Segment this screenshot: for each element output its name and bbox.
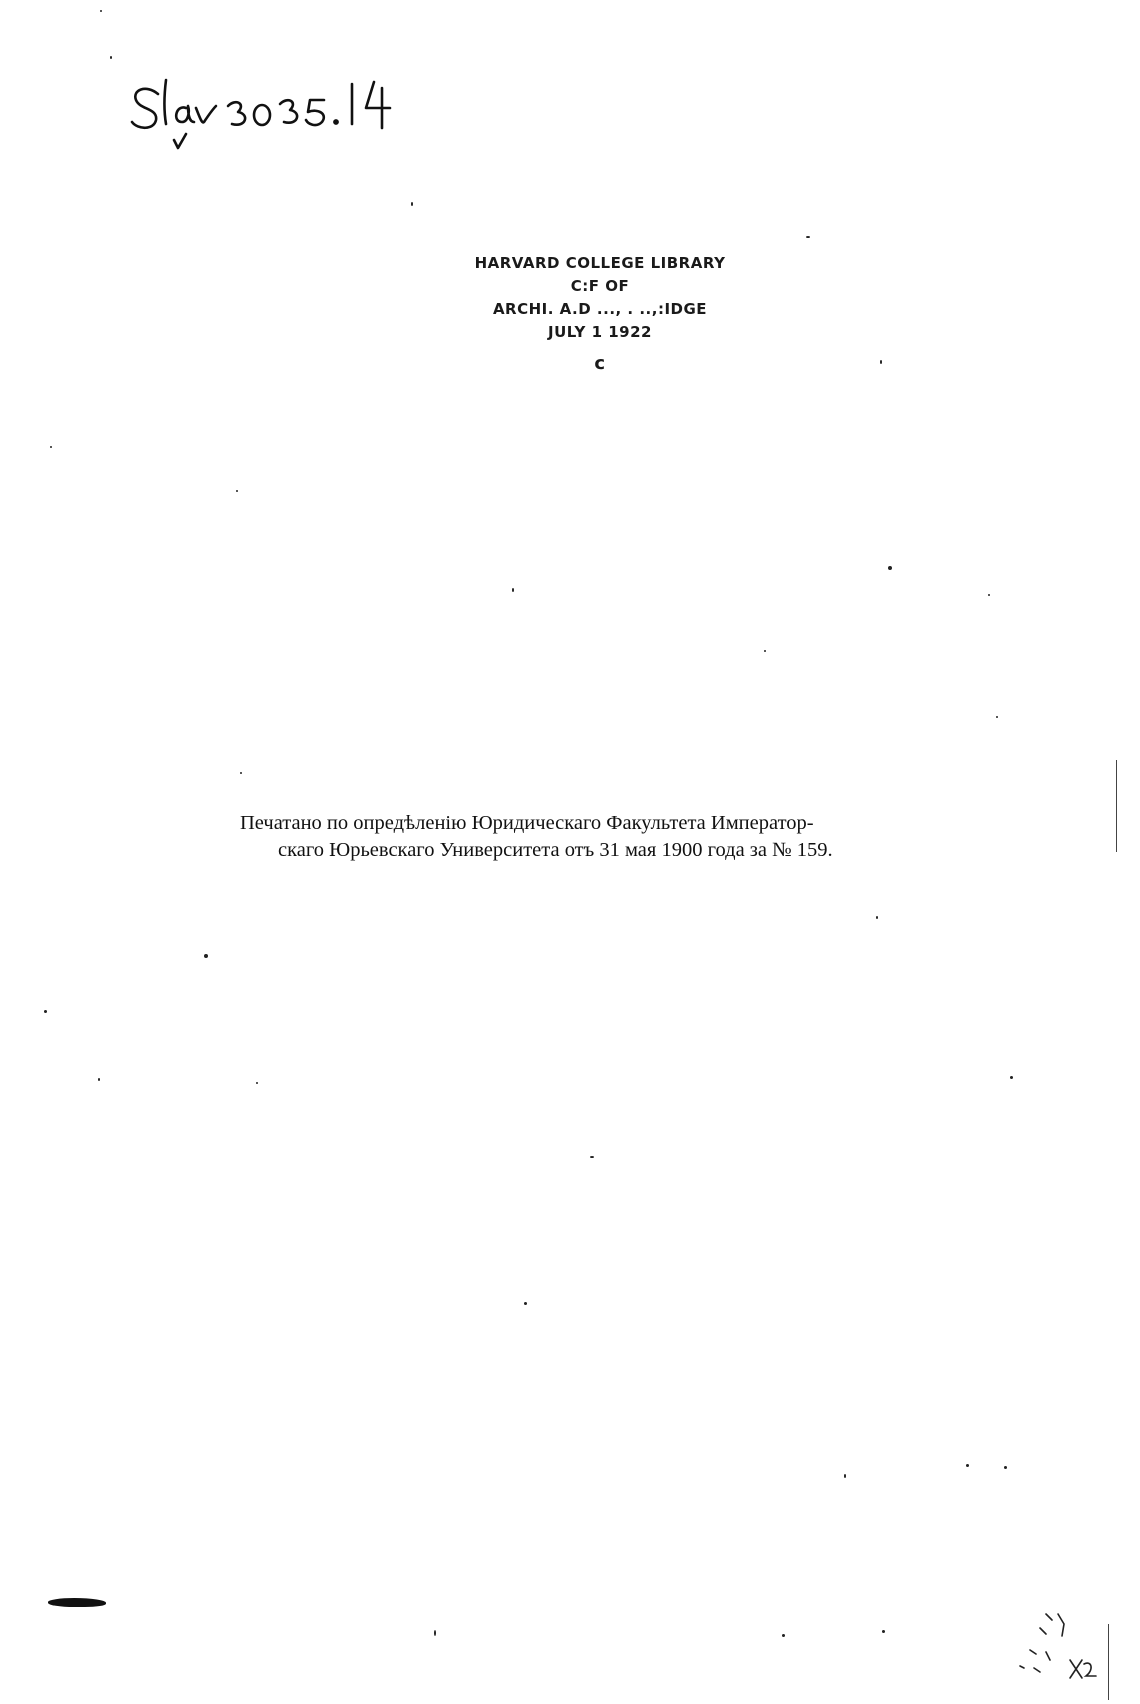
ink-smear: [48, 1598, 106, 1607]
scan-speck: [50, 446, 52, 448]
scan-speck: [204, 954, 208, 958]
scan-speck: [44, 1010, 47, 1013]
scan-speck: [876, 916, 878, 919]
stamp-line-date: JULY 1 1922: [548, 323, 652, 341]
scan-speck: [590, 1156, 594, 1158]
scan-speck: [844, 1474, 846, 1478]
scan-speck: [236, 490, 238, 492]
stamp-line-donor: ARCHI. A.D ..., . ..,:IDGE: [492, 300, 708, 318]
scan-speck: [256, 1082, 258, 1084]
scan-speck: [888, 566, 892, 570]
scan-speck: [996, 716, 998, 718]
scan-speck: [411, 202, 413, 206]
scan-speck: [512, 588, 514, 592]
scan-speck: [100, 10, 102, 12]
pencil-corner-note: [1000, 1610, 1100, 1690]
imprint-line-2: скаго Юрьевскаго Университета отъ 31 мая 1900 года за № 159.: [278, 839, 833, 861]
scan-speck: [988, 594, 990, 596]
edge-line: [1116, 760, 1117, 852]
scan-speck: [1004, 1466, 1007, 1469]
stamp-mark: c: [594, 353, 606, 374]
scan-speck: [806, 236, 810, 238]
library-stamp: [400, 252, 800, 375]
scan-speck: [524, 1302, 527, 1305]
scan-speck: [240, 772, 242, 774]
scan-speck: [782, 1634, 785, 1637]
scan-speck: [1010, 1076, 1013, 1079]
scan-speck: [882, 1630, 885, 1633]
scan-speck: [966, 1464, 969, 1467]
stamp-line-gift: C:F OF: [570, 277, 630, 295]
scan-speck: [880, 360, 882, 364]
scan-speck: [98, 1078, 100, 1081]
scan-speck: [764, 650, 766, 652]
scan-speck: [110, 56, 112, 59]
imprint-statement: [240, 810, 1040, 864]
scan-speck: [434, 1630, 436, 1636]
imprint-line-1: Печатано по опредѣленію Юридическаго Факультета Император-: [240, 812, 814, 834]
stamp-line-library: HARVARD COLLEGE LIBRARY: [474, 254, 726, 272]
edge-line: [1108, 1624, 1109, 1700]
handwritten-shelfmark: [128, 72, 428, 162]
